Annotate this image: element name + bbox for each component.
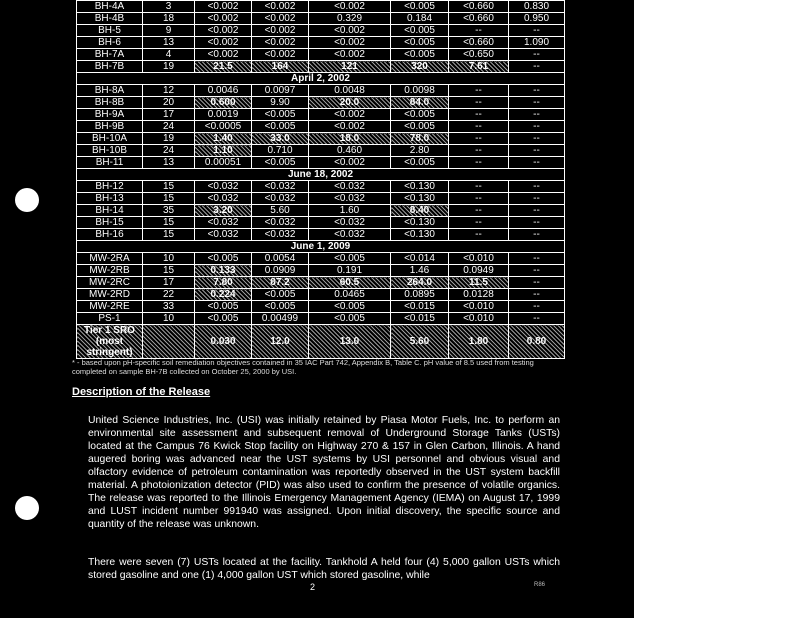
table-cell: <0.032: [195, 193, 252, 205]
table-cell: <0.130: [391, 229, 449, 241]
table-cell: <0.032: [309, 193, 391, 205]
table-cell: <0.002: [309, 37, 391, 49]
table-cell: <0.002: [309, 25, 391, 37]
sample-id-cell: BH-12: [77, 181, 143, 193]
table-cell: <0.660: [449, 13, 509, 25]
table-cell: <0.005: [252, 109, 309, 121]
table-cell: <0.010: [449, 253, 509, 265]
table-cell: 0.184: [391, 13, 449, 25]
table-cell: <0.005: [391, 121, 449, 133]
table-row: [77, 217, 565, 229]
table-row: [77, 145, 565, 157]
table-cell: 21.5: [195, 61, 252, 73]
table-cell: <0.032: [252, 193, 309, 205]
sample-id-cell: BH-10B: [77, 145, 143, 157]
sample-id-cell: BH-10A: [77, 133, 143, 145]
table-cell: 15: [143, 217, 195, 229]
table-cell: 2.80: [391, 145, 449, 157]
table-cell: <0.032: [252, 181, 309, 193]
table-cell: <0.660: [449, 1, 509, 13]
sample-id-cell: Tier 1 SRO (most stringent): [77, 325, 143, 359]
table-cell: <0.002: [309, 109, 391, 121]
table-cell: <0.002: [309, 1, 391, 13]
table-cell: <0.002: [195, 1, 252, 13]
table-cell: --: [509, 97, 565, 109]
table-cell: --: [509, 217, 565, 229]
table-cell: --: [449, 217, 509, 229]
table-cell: 13: [143, 157, 195, 169]
table-cell: <0.130: [391, 217, 449, 229]
table-cell: <0.002: [309, 49, 391, 61]
table-cell: --: [449, 121, 509, 133]
table-row: [77, 229, 565, 241]
table-cell: --: [509, 157, 565, 169]
table-cell: 9.90: [252, 97, 309, 109]
sample-id-cell: BH-11: [77, 157, 143, 169]
table-cell: <0.650: [449, 49, 509, 61]
table-cell: 320: [391, 61, 449, 73]
table-cell: <0.032: [309, 181, 391, 193]
group-date-label: June 1, 2009: [77, 241, 565, 253]
table-cell: 18: [143, 13, 195, 25]
table-cell: <0.002: [309, 121, 391, 133]
table-cell: <0.032: [195, 181, 252, 193]
table-cell: 0.0046: [195, 85, 252, 97]
table-row: [77, 313, 565, 325]
page-number: 2: [310, 582, 316, 592]
paragraph: There were seven (7) USTs located at the facility. Tankhold A held four (4) 5,000 gallon USTs which stored gasoline and one (1) 4,000 gallon UST which stored gasoline, while: [88, 557, 560, 581]
table-cell: 78.0: [391, 133, 449, 145]
group-date-label: June 18, 2002: [77, 169, 565, 181]
sample-id-cell: MW-2RA: [77, 253, 143, 265]
sample-id-cell: MW-2RE: [77, 301, 143, 313]
table-cell: --: [449, 157, 509, 169]
table-cell: 22: [143, 289, 195, 301]
table-cell: <0.002: [252, 1, 309, 13]
punch-hole: [15, 496, 39, 520]
table-cell: <0.005: [252, 121, 309, 133]
table-cell: 0.00051: [195, 157, 252, 169]
table-cell: <0.005: [195, 301, 252, 313]
table-row: [77, 61, 565, 73]
table-cell: 0.0097: [252, 85, 309, 97]
table-cell: 0.00499: [252, 313, 309, 325]
table-cell: 35: [143, 205, 195, 217]
table-cell: --: [509, 289, 565, 301]
table-cell: 0.329: [309, 13, 391, 25]
table-cell: --: [509, 181, 565, 193]
sample-id-cell: BH-4A: [77, 1, 143, 13]
table-cell: 10: [143, 253, 195, 265]
table-cell: --: [509, 145, 565, 157]
table-cell: 13: [143, 37, 195, 49]
table-cell: 0.710: [252, 145, 309, 157]
table-cell: <0.015: [391, 313, 449, 325]
table-group-row: [77, 169, 565, 181]
table-cell: <0.032: [309, 229, 391, 241]
table-cell: --: [509, 49, 565, 61]
table-row: [77, 205, 565, 217]
table-cell: 0.80: [509, 325, 565, 359]
table-cell: 15: [143, 265, 195, 277]
table-cell: <0.0005: [195, 121, 252, 133]
table-cell: 0.950: [509, 13, 565, 25]
table-row: [77, 49, 565, 61]
group-date-label: April 2, 2002: [77, 73, 565, 85]
table-cell: 1.40: [195, 133, 252, 145]
table-cell: 9: [143, 25, 195, 37]
table-cell: --: [449, 205, 509, 217]
table-cell: 0.224: [195, 289, 252, 301]
table-cell: 24: [143, 145, 195, 157]
table-cell: --: [509, 265, 565, 277]
table-cell: 0.0019: [195, 109, 252, 121]
sample-id-cell: BH-9B: [77, 121, 143, 133]
table-cell: 33: [143, 301, 195, 313]
table-row: [77, 1, 565, 13]
table-cell: --: [449, 109, 509, 121]
sample-id-cell: BH-4B: [77, 13, 143, 25]
table-cell: 18.0: [309, 133, 391, 145]
table-cell: 3.20: [195, 205, 252, 217]
table-cell: 12.0: [252, 325, 309, 359]
table-cell: 87.2: [252, 277, 309, 289]
table-cell: <0.005: [391, 25, 449, 37]
table-cell: <0.002: [252, 13, 309, 25]
table-cell: --: [509, 25, 565, 37]
table-cell: <0.005: [252, 157, 309, 169]
table-row: [77, 37, 565, 49]
table-cell: 1.10: [195, 145, 252, 157]
table-cell: <0.002: [195, 13, 252, 25]
table-cell: --: [509, 193, 565, 205]
table-cell: 0.0949: [449, 265, 509, 277]
table-cell: 19: [143, 133, 195, 145]
table-group-row: [77, 241, 565, 253]
table-cell: 0.0048: [309, 85, 391, 97]
table-cell: [143, 325, 195, 359]
table-cell: <0.002: [252, 37, 309, 49]
table-cell: 121: [309, 61, 391, 73]
table-cell: 0.0895: [391, 289, 449, 301]
section-heading: Description of the Release: [72, 386, 211, 398]
table-cell: 19: [143, 61, 195, 73]
table-cell: <0.002: [195, 49, 252, 61]
table-row: [77, 193, 565, 205]
table-row: [77, 133, 565, 145]
table-cell: --: [449, 97, 509, 109]
table-cell: --: [509, 121, 565, 133]
table-row: [77, 253, 565, 265]
table-cell: <0.002: [195, 25, 252, 37]
sample-id-cell: BH-7A: [77, 49, 143, 61]
page-stamp: R86: [534, 582, 546, 588]
table-cell: --: [449, 145, 509, 157]
punch-hole: [15, 188, 39, 212]
table-cell: <0.005: [309, 301, 391, 313]
table-cell: 0.600: [195, 97, 252, 109]
table-cell: <0.005: [309, 253, 391, 265]
table-row: [77, 277, 565, 289]
table-cell: --: [449, 25, 509, 37]
table-row: [77, 289, 565, 301]
table-cell: <0.014: [391, 253, 449, 265]
table-cell: <0.015: [391, 301, 449, 313]
table-cell: 164: [252, 61, 309, 73]
table-cell: <0.032: [252, 217, 309, 229]
table-cell: <0.005: [195, 253, 252, 265]
sample-id-cell: BH-8B: [77, 97, 143, 109]
table-cell: <0.032: [195, 217, 252, 229]
table-cell: --: [449, 85, 509, 97]
table-cell: 0.0054: [252, 253, 309, 265]
table-row: [77, 157, 565, 169]
table-cell: --: [509, 253, 565, 265]
sample-id-cell: BH-15: [77, 217, 143, 229]
table-cell: 10: [143, 313, 195, 325]
sample-id-cell: BH-7B: [77, 61, 143, 73]
table-cell: <0.005: [195, 313, 252, 325]
table-cell: <0.005: [309, 313, 391, 325]
table-cell: 20.0: [309, 97, 391, 109]
sample-id-cell: BH-6: [77, 37, 143, 49]
table-cell: 7.61: [449, 61, 509, 73]
table-cell: <0.002: [252, 49, 309, 61]
table-cell: 0.030: [195, 325, 252, 359]
table-cell: --: [449, 133, 509, 145]
table-cell: 0.0465: [309, 289, 391, 301]
table-cell: 5.60: [391, 325, 449, 359]
table-cell: <0.032: [195, 229, 252, 241]
table-row: [77, 301, 565, 313]
paragraph: United Science Industries, Inc. (USI) was initially retained by Piasa Motor Fuels, Inc. to perform an environmental site assessment and subsequent removal of Underground Storage Tanks (USTs) located at the Campus 76 Kwick Stop facility on Highway 270 & 157 in Glen Carbon, Illinois. A hand augered boring was advanced near the UST systems by USI personnel and obvious visual and olfactory evidence of petroleum contamination was reportedly observed in the UST system backfill material. A photoionization detector (PID) was also used to confirm the presence of volatile organics. The release was reported to the Illinois Emergency Management Agency (IEMA) on August 17, 1999 and LUST incident number 991940 was assigned. Upon initial discovery, the specific source and quantity of the release was unknown.: [88, 415, 560, 530]
table-cell: 12: [143, 85, 195, 97]
table-cell: 8.40: [391, 205, 449, 217]
table-row: [77, 265, 565, 277]
table-cell: 0.830: [509, 1, 565, 13]
table-cell: <0.002: [309, 157, 391, 169]
sample-id-cell: MW-2RC: [77, 277, 143, 289]
table-cell: 11.5: [449, 277, 509, 289]
table-cell: 17: [143, 109, 195, 121]
table-row: [77, 85, 565, 97]
table-cell: 20: [143, 97, 195, 109]
table-cell: <0.002: [252, 25, 309, 37]
table-cell: 84.0: [391, 97, 449, 109]
sample-id-cell: BH-8A: [77, 85, 143, 97]
table-cell: 0.133: [195, 265, 252, 277]
sample-id-cell: BH-13: [77, 193, 143, 205]
table-cell: 3: [143, 1, 195, 13]
table-cell: <0.032: [252, 229, 309, 241]
table-cell: <0.130: [391, 181, 449, 193]
sample-id-cell: BH-16: [77, 229, 143, 241]
table-cell: 15: [143, 181, 195, 193]
table-row: [77, 97, 565, 109]
table-cell: 1.60: [309, 205, 391, 217]
soil-results-table: [76, 0, 565, 359]
table-cell: <0.130: [391, 193, 449, 205]
table-cell: 0.191: [309, 265, 391, 277]
table-cell: 33.0: [252, 133, 309, 145]
table-cell: 15: [143, 193, 195, 205]
table-cell: --: [449, 181, 509, 193]
table-cell: 1.090: [509, 37, 565, 49]
sample-id-cell: BH-5: [77, 25, 143, 37]
table-row: [77, 109, 565, 121]
table-cell: <0.005: [252, 289, 309, 301]
table-cell: 5.60: [252, 205, 309, 217]
table-cell: <0.005: [391, 109, 449, 121]
table-cell: <0.005: [391, 157, 449, 169]
table-cell: 0.0909: [252, 265, 309, 277]
table-cell: <0.002: [195, 37, 252, 49]
table-cell: 17: [143, 277, 195, 289]
table-row: [77, 181, 565, 193]
table-cell: 0.0128: [449, 289, 509, 301]
table-cell: --: [509, 61, 565, 73]
sample-id-cell: PS-1: [77, 313, 143, 325]
table-cell: 0.0098: [391, 85, 449, 97]
table-cell: 15: [143, 229, 195, 241]
sample-id-cell: MW-2RD: [77, 289, 143, 301]
table-cell: --: [509, 205, 565, 217]
table-cell: 60.5: [309, 277, 391, 289]
table-cell: 0.460: [309, 145, 391, 157]
sample-id-cell: MW-2RB: [77, 265, 143, 277]
table-row: [77, 25, 565, 37]
table-cell: 1.80: [449, 325, 509, 359]
table-row: [77, 325, 565, 359]
table-cell: --: [509, 301, 565, 313]
table-cell: 4: [143, 49, 195, 61]
table-cell: <0.010: [449, 313, 509, 325]
table-cell: --: [509, 313, 565, 325]
table-cell: <0.010: [449, 301, 509, 313]
table-cell: --: [449, 193, 509, 205]
table-cell: <0.005: [391, 37, 449, 49]
table-group-row: [77, 73, 565, 85]
table-cell: <0.005: [252, 301, 309, 313]
table-cell: <0.032: [309, 217, 391, 229]
table-cell: 264.0: [391, 277, 449, 289]
table-cell: 1.46: [391, 265, 449, 277]
table-cell: --: [509, 133, 565, 145]
table-cell: --: [509, 229, 565, 241]
sample-id-cell: BH-9A: [77, 109, 143, 121]
table-cell: 24: [143, 121, 195, 133]
table-cell: 13.0: [309, 325, 391, 359]
table-footnote: * - based upon pH-specific soil remediation objectives contained in 35 IAC Part 742, Appendix B, Table C. pH value of 8.5 used from testing completed on sample BH-7B collected on October 25, 2000 by USI.: [72, 358, 534, 376]
table-cell: <0.005: [391, 1, 449, 13]
table-cell: --: [449, 229, 509, 241]
sample-id-cell: BH-14: [77, 205, 143, 217]
table-cell: <0.660: [449, 37, 509, 49]
table-row: [77, 121, 565, 133]
table-cell: <0.005: [391, 49, 449, 61]
table-cell: --: [509, 85, 565, 97]
table-cell: --: [509, 109, 565, 121]
table-cell: --: [509, 277, 565, 289]
table-cell: 7.80: [195, 277, 252, 289]
table-row: [77, 13, 565, 25]
